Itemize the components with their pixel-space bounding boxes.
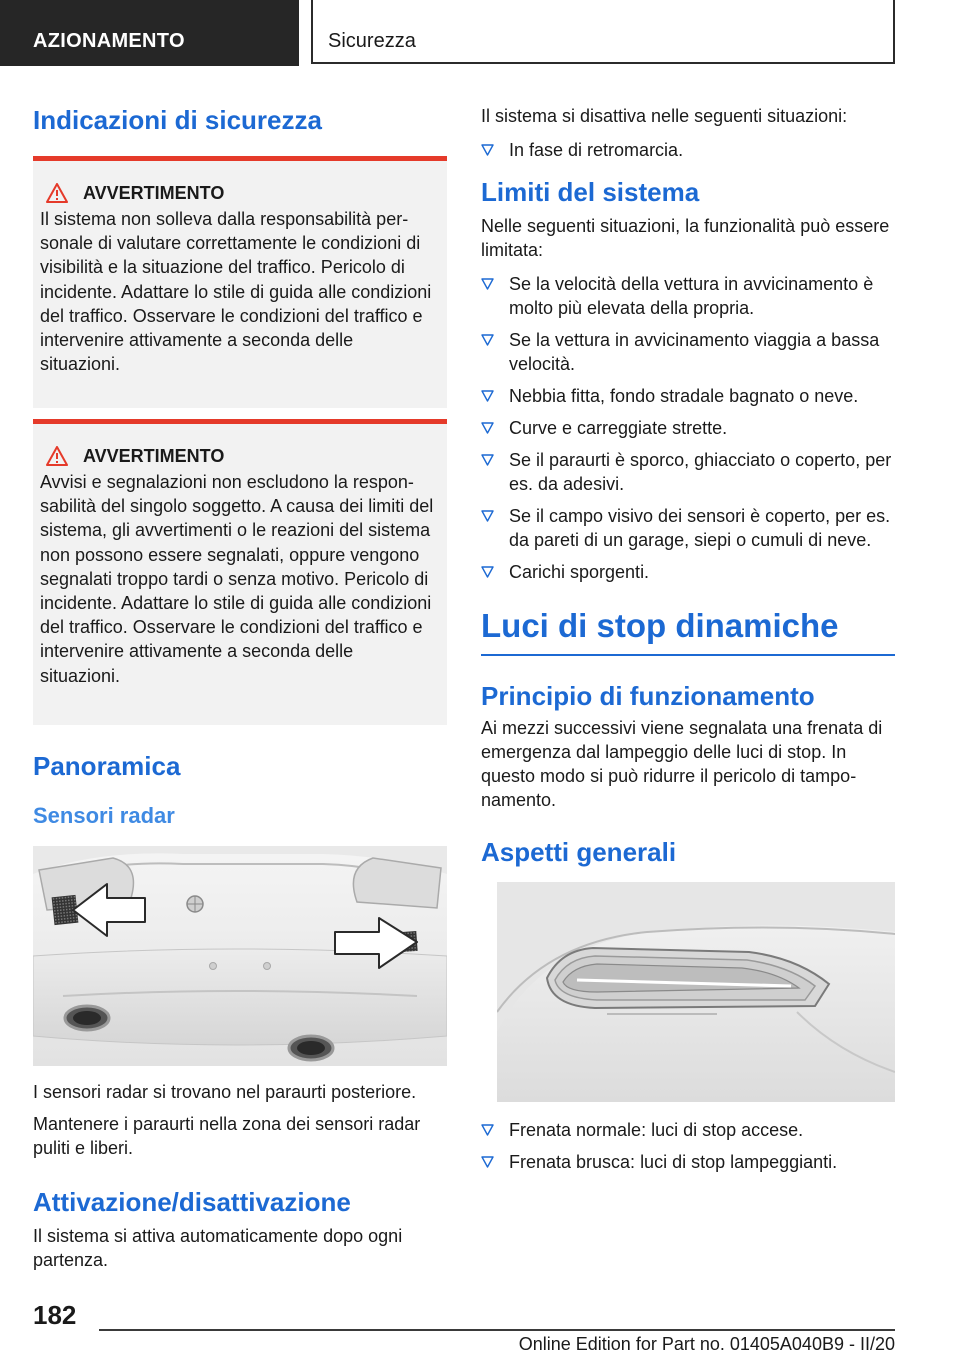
radar-title: Sensori radar — [33, 803, 175, 828]
warning-header — [40, 444, 437, 468]
warning-box-2 — [33, 419, 447, 725]
triangle-bullet-icon — [481, 454, 494, 466]
list-item: Se il campo visivo dei sensori è coperto, per es. da pareti di un garage, siepi o cumuli di neve. — [481, 504, 895, 552]
list-item: Se la vettura in avvicinamento viaggia a bassa velocità. — [481, 328, 895, 376]
triangle-bullet-icon — [481, 390, 494, 402]
warning-text: Avvisi e segnalazioni non escludono la responsabilità del singolo soggetto. A causa dei limiti del sistema, gli avvertimenti o le reazioni del sistema non possono essere segnalati, oppure vengono segnalati troppo tardi o senza motivo. Pericolo di incidente. Adattare lo stile di guida alle condizioni del traffico. Osservare le condizioni del traffico e intervenire attivamente a seconda delle situazioni. — [40, 472, 434, 686]
safety-title: Indicazioni di sicurezza — [33, 105, 322, 135]
warning-triangle-icon — [46, 183, 68, 203]
triangle-bullet-icon — [481, 1156, 494, 1168]
car-rear-illustration — [33, 846, 447, 1066]
warning-label: AVVERTIMENTO — [83, 183, 225, 203]
warning-text: Il sistema non solleva dalla responsabilità personale di valutare correttamente le condizioni di visibilità e la situazione del traffico. Pericolo di incidente. Adattare lo stile di guida alle condizioni del traffico. Osservare le condizioni del traffico e intervenire attivamente a seconda delle situazioni. — [40, 209, 432, 375]
triangle-bullet-icon — [481, 510, 494, 522]
list-item: Nebbia fitta, fondo stradale bagnato o neve. — [481, 384, 895, 408]
activation-title: Attivazione/disattivazione — [33, 1187, 351, 1217]
deactivate-list — [481, 138, 895, 162]
list-item: In fase di retromarcia. — [481, 138, 895, 162]
limits-text: Nelle seguenti situazioni, la funzionalità può essere limitata: — [481, 216, 890, 260]
deactivate-text: Il sistema si disattiva nelle seguenti situazioni: — [481, 106, 848, 126]
list-item: Curve e carreggiate strette. — [481, 416, 895, 440]
radar-sensors-figure — [33, 846, 447, 1066]
tail-light-illustration — [497, 882, 895, 1102]
principle-title: Principio di funzionamento — [481, 680, 815, 711]
triangle-bullet-icon — [481, 1124, 494, 1136]
page-number: 182 — [33, 1300, 77, 1330]
limits-list — [481, 272, 895, 584]
triangle-bullet-icon — [481, 278, 494, 290]
list-item: Carichi sporgenti. — [481, 560, 895, 584]
overview-title: Panoramica — [33, 751, 181, 781]
list-item: Frenata normale: luci di stop accese. — [481, 1118, 895, 1142]
limits-title: Limiti del sistema — [481, 177, 700, 207]
list-item: Frenata brusca: luci di stop lampeggianti. — [481, 1150, 895, 1174]
edition-text: Online Edition for Part no. 01405A040B9 - II/20 — [518, 1334, 895, 1354]
warning-header — [40, 181, 437, 205]
triangle-bullet-icon — [481, 422, 494, 434]
warning-label: AVVERTIMENTO — [83, 446, 225, 466]
triangle-bullet-icon — [481, 334, 494, 346]
list-item: Se il paraurti è sporco, ghiacciato o coperto, per es. da adesivi. — [481, 448, 895, 496]
right-column — [481, 98, 895, 1182]
page-header — [0, 0, 960, 66]
activation-text: Il sistema si attiva automaticamente dopo ogni partenza. — [33, 1226, 403, 1270]
warning-box-1 — [33, 156, 447, 408]
dynamic-brake-lights-title: Luci di stop dinamiche — [481, 607, 839, 644]
principle-text: Ai mezzi successivi viene segnalata una frenata di emergenza dal lampeggio delle luci di stop. In questo modo si può ridurre il pericolo di tamponamento. — [481, 717, 883, 810]
warning-triangle-icon — [46, 446, 68, 466]
triangle-bullet-icon — [481, 144, 494, 156]
section-tab: AZIONAMENTO — [0, 0, 299, 66]
triangle-bullet-icon — [481, 566, 494, 578]
radar-clean-text: Mantenere i paraurti nella zona dei sensori radar puliti e liberi. — [33, 1114, 421, 1158]
footer-rule — [99, 1329, 895, 1331]
general-title: Aspetti generali — [481, 836, 677, 867]
list-item: Se la velocità della vettura in avvicinamento è molto più elevata della propria. — [481, 272, 895, 320]
radar-location-text: I sensori radar si trovano nel paraurti posteriore. — [33, 1082, 417, 1102]
title-rule — [481, 654, 895, 656]
chapter-tab: Sicurezza — [311, 0, 895, 64]
general-list — [481, 1118, 895, 1174]
left-column — [33, 98, 447, 1272]
tail-light-figure — [497, 882, 895, 1102]
